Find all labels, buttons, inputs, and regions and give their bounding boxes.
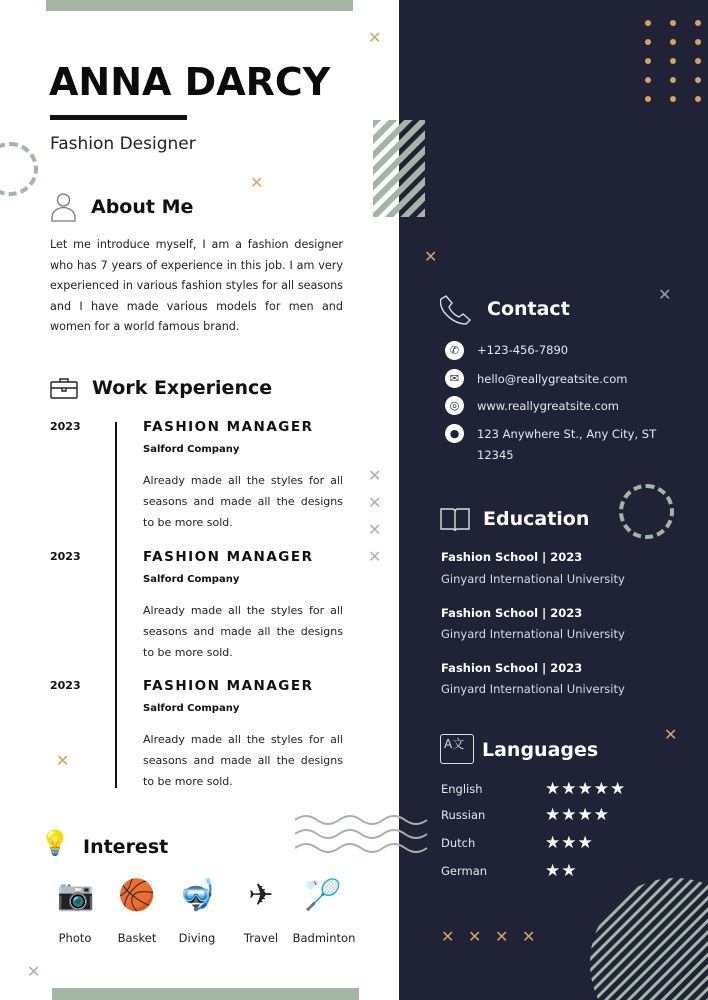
language-rating: [545, 781, 626, 798]
about-heading: About Me: [91, 196, 194, 218]
shuttlecock-icon: 🏸: [304, 878, 342, 913]
interest-label: Diving: [178, 931, 216, 945]
cross-decoration: ✕: [250, 173, 264, 192]
about-text: Let me introduce myself, I am a fashion designer who has 7 years of experience in this job. I am very experienced in various fashion styles for all seasons and I have made various models for men and women for a world famous brand.: [50, 238, 343, 333]
star-icon: ★: [577, 779, 594, 799]
cross-decoration: ✕: [368, 547, 382, 566]
star-icon: ★: [561, 805, 578, 825]
contact-website: www.reallygreatsite.com: [477, 399, 620, 413]
wave-decoration: [295, 812, 430, 854]
star-icon: ★: [545, 779, 562, 799]
book-icon: [440, 507, 470, 532]
contact-phone: +123-456-7890: [477, 343, 569, 357]
interest-heading: Interest: [83, 836, 169, 858]
star-icon: ★: [577, 805, 594, 825]
cross-decoration: ✕: [368, 493, 382, 512]
cross-decoration: ✕: [664, 725, 678, 744]
cross-decoration: ✕: [368, 28, 382, 47]
work-description: Already made all the styles for all seasons and made all the designs to be more sold.: [143, 733, 343, 788]
work-year: 2023: [50, 550, 81, 563]
work-company: Salford Company: [143, 444, 240, 455]
cross-decoration: ✕: [424, 247, 438, 266]
contact-email: hello@reallygreatsite.com: [477, 372, 628, 386]
person-icon: [51, 192, 76, 222]
education-heading: Education: [483, 508, 590, 530]
language-rating: [545, 835, 594, 852]
education-title: Fashion School | 2023: [441, 550, 583, 564]
interest-label: Badminton: [292, 931, 356, 945]
contact-address: 123 Anywhere St., Any City, ST 12345: [477, 427, 657, 462]
diving-mask-icon: 🤿: [178, 878, 216, 913]
head-lightbulb-icon: 💡: [40, 829, 70, 857]
education-title: Fashion School | 2023: [441, 606, 583, 620]
phone-icon: [440, 294, 472, 326]
basketball-icon: 🏀: [118, 878, 156, 913]
striped-circle-decoration: [590, 878, 708, 1000]
email-icon: ✉: [445, 369, 464, 388]
dashed-circle-decoration: [0, 142, 38, 196]
person-name: ANNA DARCY: [49, 60, 331, 104]
cross-decoration: ✕: [56, 751, 70, 770]
work-title: FASHION MANAGER: [143, 678, 314, 694]
work-year: 2023: [50, 420, 81, 433]
education-school: Ginyard International University: [441, 682, 625, 696]
education-school: Ginyard International University: [441, 572, 625, 586]
work-heading: Work Experience: [92, 377, 273, 399]
star-icon: ★: [593, 779, 610, 799]
work-company: Salford Company: [143, 703, 240, 714]
education-title: Fashion School | 2023: [441, 661, 583, 675]
language-rating: [545, 863, 578, 880]
star-icon: ★: [561, 833, 578, 853]
star-icon: ★: [561, 779, 578, 799]
bottom-bar-decoration: [52, 988, 359, 1000]
work-company: Salford Company: [143, 574, 240, 585]
dashed-circle-decoration: [619, 484, 674, 539]
job-role: Fashion Designer: [50, 134, 196, 154]
languages-heading: Languages: [482, 739, 599, 761]
cross-decoration: ✕: [441, 927, 455, 946]
camera-icon: 📷: [57, 878, 95, 913]
interest-label: Photo: [58, 931, 92, 945]
cross-decoration: ✕: [468, 927, 482, 946]
phone-icon: ✆: [445, 341, 464, 360]
star-icon: ★: [545, 861, 562, 881]
language-name: Russian: [441, 808, 486, 822]
star-icon: ★: [545, 833, 562, 853]
globe-icon: ◎: [445, 396, 464, 415]
location-pin-icon: ●: [445, 424, 464, 443]
dot-grid-decoration: [645, 20, 695, 102]
language-name: Dutch: [441, 836, 476, 850]
star-icon: ★: [610, 779, 627, 799]
airplane-icon: ✈: [248, 878, 274, 913]
cross-decoration: ✕: [368, 466, 382, 485]
work-title: FASHION MANAGER: [143, 419, 314, 435]
work-title: FASHION MANAGER: [143, 549, 314, 565]
star-icon: ★: [561, 861, 578, 881]
interest-label: Travel: [243, 931, 279, 945]
work-description: Already made all the styles for all seasons and made all the designs to be more sold.: [143, 474, 343, 529]
translate-icon: A文: [440, 734, 474, 764]
timeline-line: [115, 422, 117, 788]
star-icon: ★: [577, 833, 594, 853]
cross-decoration: ✕: [368, 520, 382, 539]
education-school: Ginyard International University: [441, 627, 625, 641]
language-name: English: [441, 782, 483, 796]
language-rating: [545, 807, 610, 824]
cross-decoration: ✕: [522, 927, 536, 946]
name-underline: [50, 115, 187, 120]
contact-heading: Contact: [487, 298, 570, 320]
cross-decoration: ✕: [658, 285, 672, 304]
top-bar-decoration: [46, 0, 353, 11]
work-year: 2023: [50, 679, 81, 692]
cross-decoration: ✕: [495, 927, 509, 946]
interest-label: Basket: [117, 931, 157, 945]
star-icon: ★: [545, 805, 562, 825]
work-description: Already made all the styles for all seasons and made all the designs to be more sold.: [143, 604, 343, 659]
cross-decoration: ✕: [27, 962, 41, 981]
star-icon: ★: [593, 805, 610, 825]
language-name: German: [441, 864, 488, 878]
stripes-decoration: [373, 120, 425, 217]
briefcase-icon: [50, 377, 78, 399]
